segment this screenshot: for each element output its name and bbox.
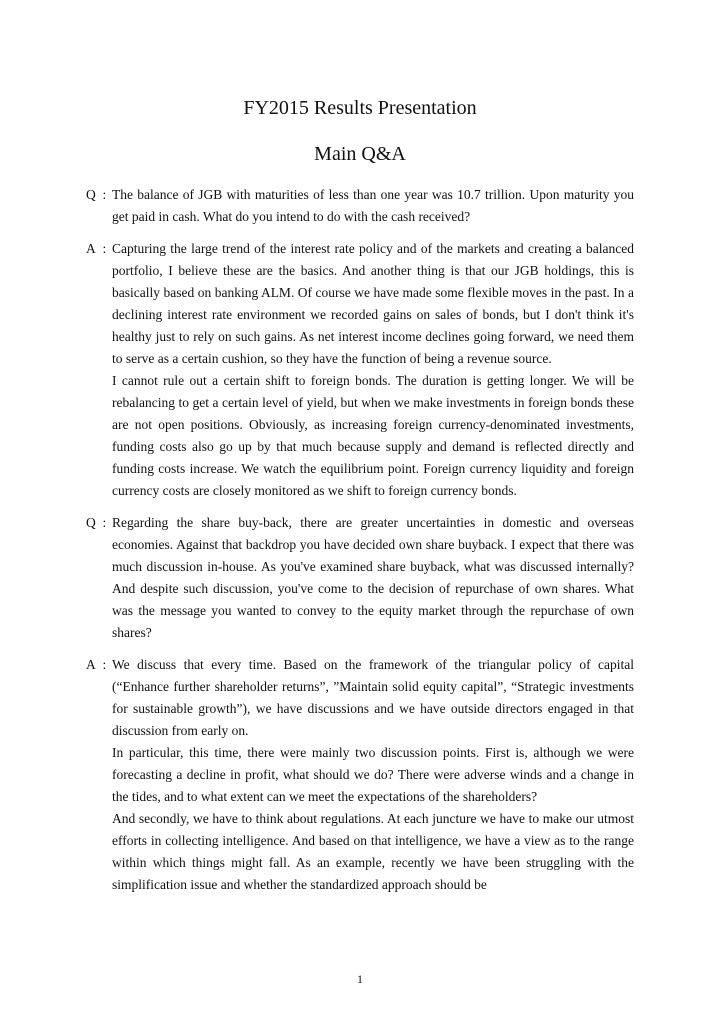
question-text (112, 184, 634, 228)
answer-marker: A : (86, 657, 107, 672)
page-number: 1 (357, 972, 363, 986)
paragraph: Regarding the share buy-back, there are greater uncertainties in domestic and overseas economies. Against that backdrop you have decided own share buyback. I expect that there was much discussion in-house. As you've examined share buyback, what was discussed internally? And despite such discussion, you've come to the decision of repurchase of own shares. What was the message you wanted to convey to the equity market through the repurchase of own shares? (112, 515, 634, 640)
paragraph: The balance of JGB with maturities of less than one year was 10.7 trillion. Upon maturity you get paid in cash. What do you intend to do with the cash received? (112, 187, 634, 224)
qa-question (86, 512, 634, 644)
question-marker: Q : (86, 187, 107, 202)
document-subtitle: Main Q&A (314, 143, 406, 165)
paragraph: And secondly, we have to think about regulations. At each juncture we have to make our utmost efforts in collecting intelligence. And based on that intelligence, we have a view as to the range within which things might fall. As an example, recently we have been struggling with the simplification issue and whether the standardized approach should be (112, 811, 634, 892)
paragraph: We discuss that every time. Based on the framework of the triangular policy of capital (“Enhance further shareholder returns”, ”Maintain solid equity capital”, “Strategic investments for sustainable growth”), we have discussions and we have outside directors engaged in that discussion from early on. (112, 657, 634, 738)
answer-marker: A : (86, 241, 107, 256)
answer-text (112, 238, 634, 502)
document-title: FY2015 Results Presentation (243, 97, 477, 119)
qa-question (86, 184, 634, 228)
answer-text (112, 654, 634, 896)
qa-section (86, 184, 634, 906)
question-text (112, 512, 634, 644)
question-marker: Q : (86, 515, 107, 530)
paragraph: Capturing the large trend of the interest rate policy and of the markets and creating a balanced portfolio, I believe these are the basics. And another thing is that our JGB holdings, this is basically based on banking ALM. Of course we have made some flexible moves in the past. In a declining interest rate environment we recorded gains on sales of bonds, but I don't think it's healthy just to rely on such gains. As net interest income declines going forward, we need them to serve as a certain cushion, so they have the function of being a revenue source. (112, 241, 634, 366)
qa-answer (86, 238, 634, 502)
paragraph: I cannot rule out a certain shift to foreign bonds. The duration is getting longer. We will be rebalancing to get a certain level of yield, but when we make investments in foreign bonds these are not open positions. Obviously, as increasing foreign currency-denominated investments, funding costs also go up by that much because supply and demand is reflected directly and funding costs increase. We watch the equilibrium point. Foreign currency liquidity and foreign currency costs are closely monitored as we shift to foreign currency bonds. (112, 373, 634, 498)
paragraph: In particular, this time, there were mainly two discussion points. First is, although we were forecasting a decline in profit, what should we do? There were adverse winds and a change in the tides, and to what extent can we meet the expectations of the shareholders? (112, 745, 634, 804)
qa-answer (86, 654, 634, 896)
